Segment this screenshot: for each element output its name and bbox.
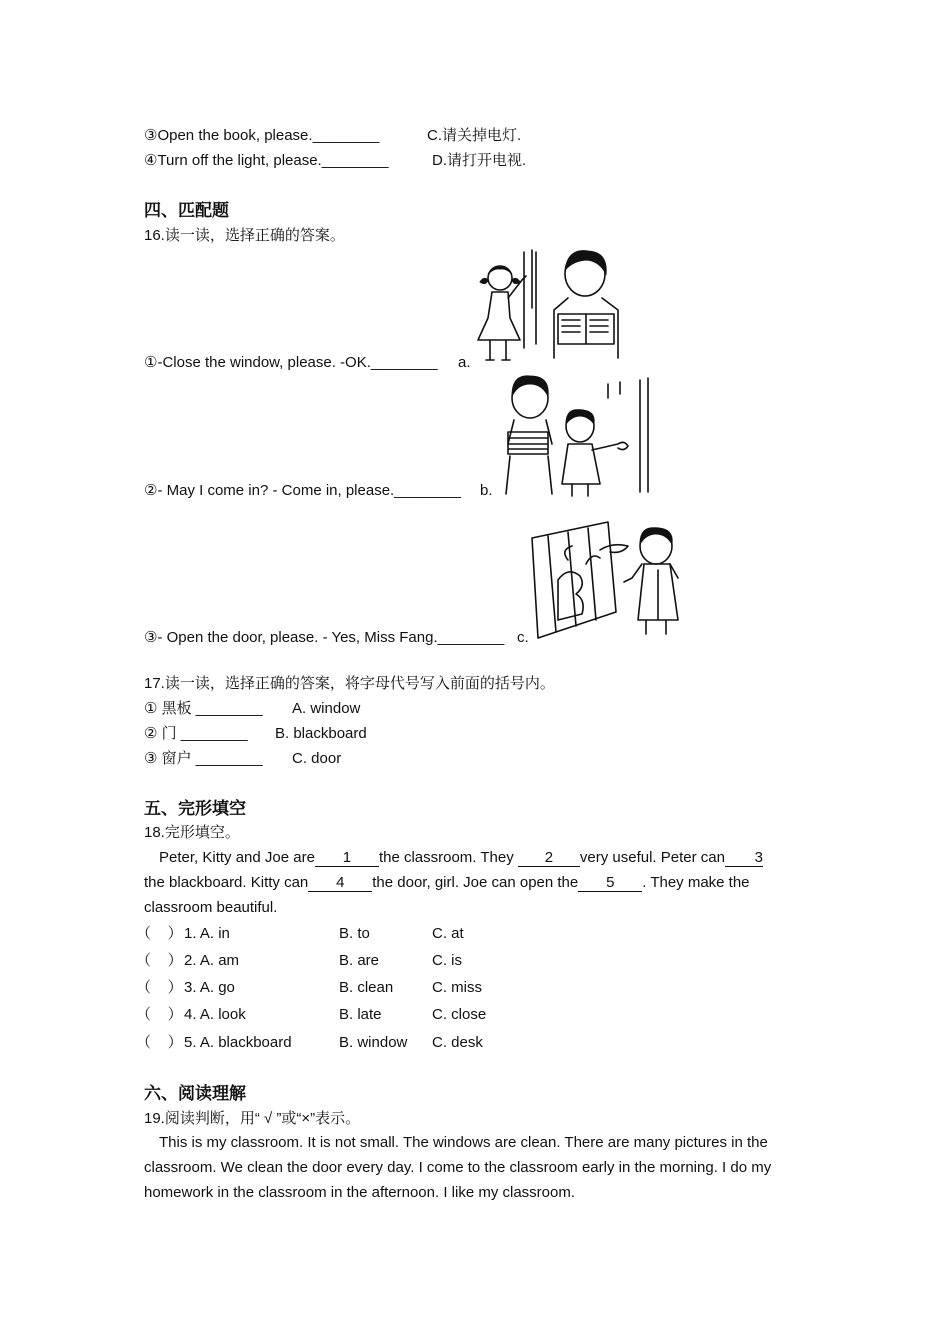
- q16-letter-c: c.: [517, 629, 529, 646]
- q18-paren-4[interactable]: （ ）: [136, 1006, 183, 1023]
- q15-item-4: ④Turn off the light, please.________: [144, 152, 389, 169]
- q18-choice-5a: 5. A. blackboard: [184, 1034, 292, 1051]
- q18-choice-4c: C. close: [432, 1006, 487, 1023]
- q17-item-2: ② 门 ________: [144, 725, 248, 742]
- q17-item-3: ③ 窗户 ________: [144, 750, 263, 767]
- q18-choice-1b: B. to: [339, 925, 370, 942]
- q18-choice-3b: B. clean: [339, 979, 394, 996]
- q18-paren-2[interactable]: （ ）: [136, 952, 183, 969]
- q19-passage-line-2: classroom. We clean the door every day. I come to the classroom early in the morning. I do my: [144, 1159, 772, 1176]
- section-6-heading: 六、阅读理解: [144, 1084, 246, 1103]
- blank-3[interactable]: 3: [725, 849, 763, 867]
- picture-b-come-in: [500, 374, 655, 498]
- q18-passage-line-3: classroom beautiful.: [144, 899, 278, 916]
- blank-4[interactable]: 4: [308, 874, 372, 892]
- blank-1[interactable]: 1: [315, 849, 379, 867]
- q17-option-b: B. blackboard: [275, 725, 367, 742]
- q17-option-c: C. door: [292, 750, 342, 767]
- q18-prompt: 18.完形填空。: [144, 824, 240, 841]
- q18-choice-4a: 4. A. look: [184, 1006, 246, 1023]
- q17-item-1: ① 黑板 ________: [144, 700, 263, 717]
- q19-prompt: 19.阅读判断，用“ √ ”或“×”表示。: [144, 1110, 361, 1127]
- blank-5[interactable]: 5: [578, 874, 642, 892]
- blank-2[interactable]: 2: [518, 849, 580, 867]
- q15-option-d: D.请打开电视.: [432, 152, 527, 169]
- q19-passage-line-3: homework in the classroom in the afternoon. I like my classroom.: [144, 1184, 576, 1201]
- q18-paren-3[interactable]: （ ）: [136, 979, 183, 996]
- section-4-heading: 四、匹配题: [144, 201, 229, 220]
- q18-paren-1[interactable]: （ ）: [136, 925, 183, 942]
- q16-item-3: ③- Open the door, please. - Yes, Miss Fang.________: [144, 629, 505, 646]
- q18-choice-4b: B. late: [339, 1006, 382, 1023]
- q16-item-2: ②- May I come in? - Come in, please.________: [144, 482, 461, 499]
- q19-passage-line-1: This is my classroom. It is not small. The windows are clean. There are many pictures in the: [159, 1134, 768, 1151]
- q18-choice-1c: C. at: [432, 925, 464, 942]
- q18-choice-2a: 2. A. am: [184, 952, 240, 969]
- q16-prompt: 16.读一读，选择正确的答案。: [144, 227, 345, 244]
- q17-prompt: 17.读一读，选择正确的答案，将字母代号写入前面的括号内。: [144, 675, 555, 692]
- q15-option-c: C.请关掉电灯.: [427, 127, 522, 144]
- q18-passage-line-2: the blackboard. Kitty can 4 the door, girl. Joe can open the 5 . They make the: [144, 874, 750, 891]
- q15-item-3: ③Open the book, please.________: [144, 127, 380, 144]
- q18-choice-5c: C. desk: [432, 1034, 483, 1051]
- picture-c-open-door: [528, 520, 693, 642]
- q18-choice-1a: 1. A. in: [184, 925, 230, 942]
- q18-choice-3a: 3. A. go: [184, 979, 235, 996]
- q18-choice-5b: B. window: [339, 1034, 408, 1051]
- q18-choice-2c: C. is: [432, 952, 462, 969]
- section-5-heading: 五、完形填空: [144, 799, 246, 818]
- q18-passage-line-1: Peter, Kitty and Joe are 1 the classroom. They 2 very useful. Peter can 3: [159, 849, 763, 866]
- q16-letter-b: b.: [480, 482, 493, 499]
- q18-choice-2b: B. are: [339, 952, 380, 969]
- q18-choice-3c: C. miss: [432, 979, 482, 996]
- q16-letter-a: a.: [458, 354, 471, 371]
- q17-option-a: A. window: [292, 700, 361, 717]
- q18-paren-5[interactable]: （ ）: [136, 1034, 183, 1051]
- q16-item-1: ①-Close the window, please. -OK.________: [144, 354, 438, 371]
- picture-a-close-window: [470, 248, 630, 368]
